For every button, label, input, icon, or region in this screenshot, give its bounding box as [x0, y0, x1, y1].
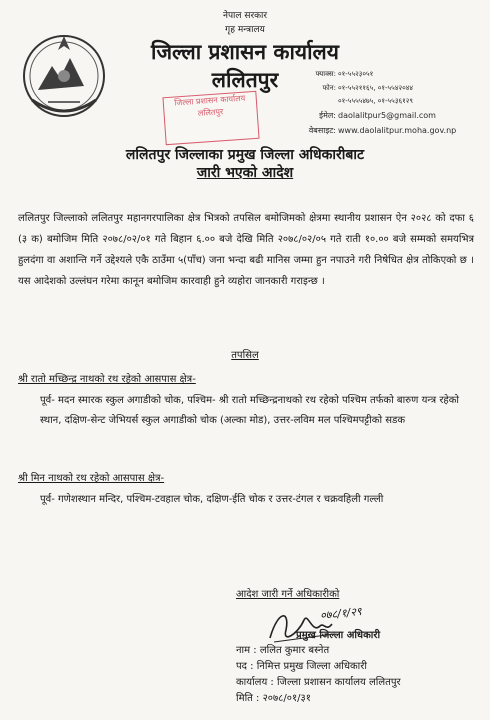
phone-line: [300, 84, 413, 93]
website-link[interactable]: www.daolalitpur.moha.gov.np: [338, 126, 457, 135]
phone-numbers-2: ०१-५५५५४७५, ०१-५५३६१२९: [338, 97, 414, 105]
section1-text: पूर्व- मदन स्मारक स्कुल अगाडीको चोक, पश्चिम- श्री रातो मच्छिन्द्रनाथको रथ रहेको पश्चिम तर्फको बारुण यन्त्र रहेको स्थान, दक्षिण-सेन्ट जेभियर्स स्कुल अगाडीको चोक (अल्का मोड), उत्तर-लविम मल पश्चिमपट्टीको सडक: [40, 395, 459, 426]
email-label: ईमेल:: [319, 111, 336, 120]
phone-label: फोन:: [322, 84, 336, 92]
stamp-line1: जिल्ला प्रशासन कार्यालय: [173, 93, 246, 108]
office-name: जिल्ला प्रशासन कार्यालय: [151, 40, 339, 64]
order-date: मिति : २०७८/०१/३१: [236, 693, 311, 704]
govt-label: नेपाल सरकार: [222, 11, 268, 21]
fax-number: ०१-५५२३०५१: [338, 70, 374, 78]
phone-line-2: [338, 97, 413, 106]
officer-stamp: प्रमुख जिल्ला अधिकारी: [296, 630, 381, 641]
website-line: [300, 125, 456, 136]
nepal-emblem-icon: [18, 30, 110, 120]
officer-office: कार्यालय : जिल्ला प्रशासन कार्यालय ललितपुर: [236, 677, 401, 688]
signature-heading: आदेश जारी गर्ने अधिकारीको: [236, 589, 340, 600]
ministry-label: गृह मन्त्रालय: [225, 25, 265, 35]
office-stamp: [162, 91, 259, 145]
officer-name: नाम : ललित कुमार बस्नेत: [236, 645, 330, 656]
fax-label: फ्याक्स:: [315, 70, 336, 78]
order-title-line2: [0, 163, 490, 182]
phone-numbers-1: ०१-५५२११६५, ०१-५५४२०४४: [338, 84, 414, 92]
website-label: वेबसाइट:: [308, 126, 336, 135]
email-line: [300, 110, 436, 121]
section1-title: श्री रातो मच्छिन्द्र नाथको रथ रहेको आसपास क्षेत्र-: [18, 374, 196, 385]
order-title-line1: ललितपुर जिल्लाका प्रमुख जिल्ला अधिकारीबाट: [125, 147, 365, 163]
order-paragraph: ललितपुर जिल्लाको ललितपुर महानगरपालिका क्षेत्र भित्रको तपसिल बमोजिमको क्षेत्रमा स्थानीय प्रशासन ऐन २०२८ को दफा ६ (३ क) बमोजिम मिति २०७८/०२/०१ गते बिहान ६.०० बजे देखि मिति २०७८/०२/०५ गते राती १०.०० बजे सम्मको समयभित्र हुलदंगा वा अशान्ति गर्ने उद्देश्यले एकै ठाउँमा ५(पाँच) जना भन्दा बढी मानिस जम्मा हुन नपाउने गरी निषेधित क्षेत्र तोकिएको छ । यस आदेशको उल्लंघन गरेमा कानून बमोजिम कारवाही हुने व्यहोरा जानकारी गराइन्छ ।: [18, 213, 474, 287]
handwritten-date: ०७८/१/२९: [319, 604, 363, 623]
fax-line: [300, 70, 373, 79]
stamp-line2: ललितपुर: [197, 107, 224, 118]
officer-post: पद : निमित्त प्रमुख जिल्ला अधिकारी: [236, 661, 367, 672]
order-title-text: जारी भएको आदेश: [196, 165, 294, 181]
section2-text: पूर्व- गणेशस्थान मन्दिर, पश्चिम-टवहाल चोक, दक्षिण-ईति चोक र उत्तर-टंगल र चक्रवहिली गल्ली: [40, 494, 384, 505]
email-link[interactable]: daolalitpur5@gmail.com: [338, 111, 436, 120]
section2-title: श्री मिन नाथको रथ रहेको आसपास क्षेत्र-: [18, 473, 165, 484]
district-name: ललितपुर: [211, 68, 279, 92]
tapsil-heading: तपसिल: [231, 350, 259, 361]
